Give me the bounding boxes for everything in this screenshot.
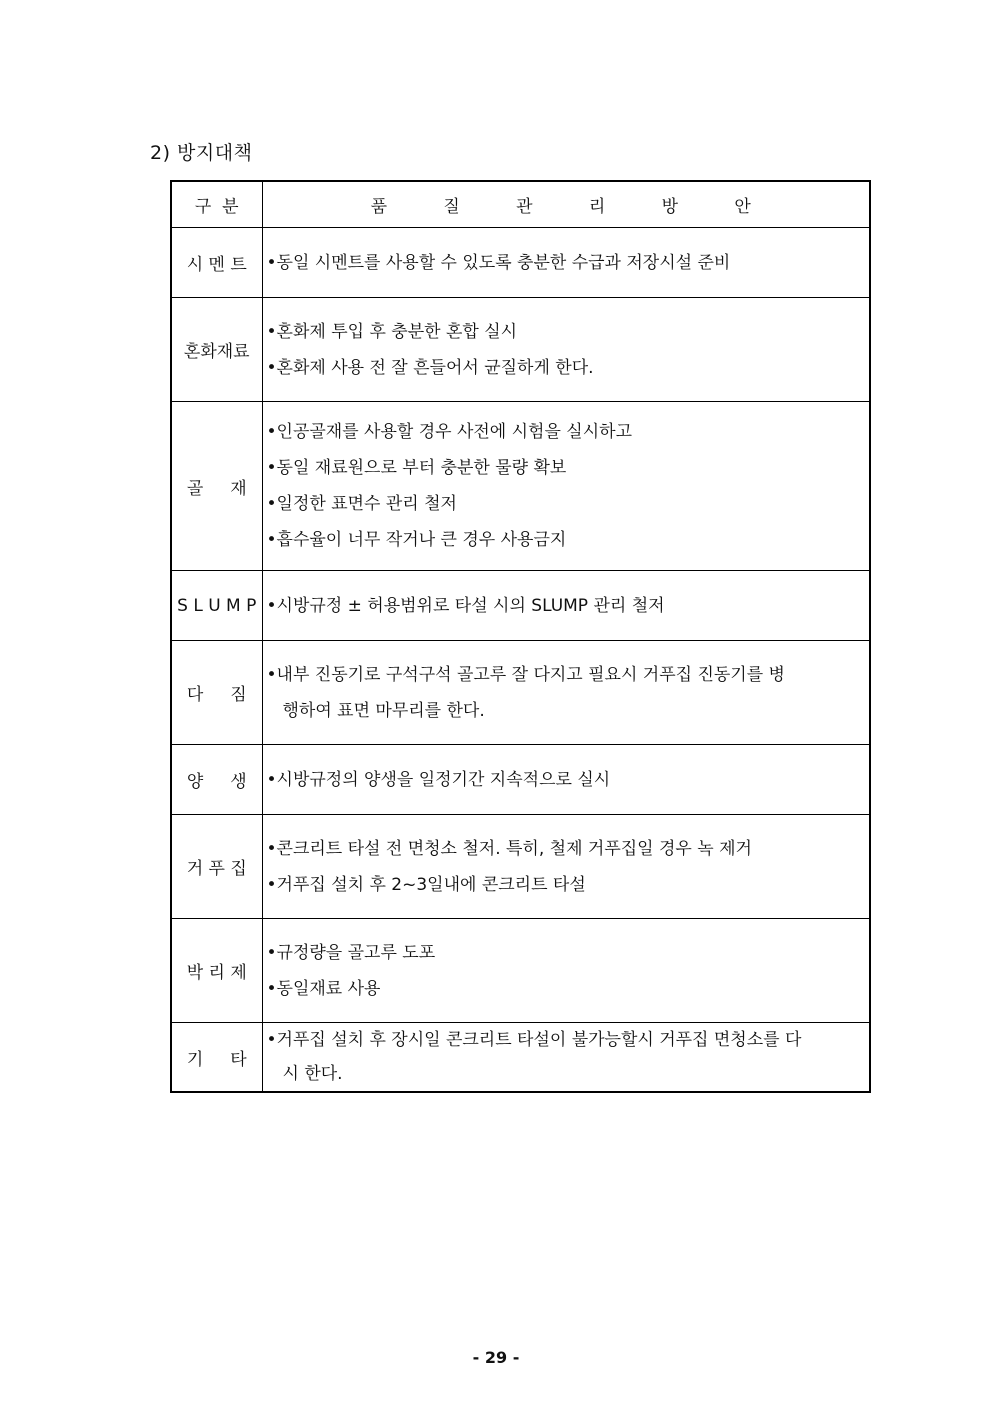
list-item: •동일 재료원으로 부터 충분한 물량 확보: [266, 458, 567, 478]
category-label: 골 재: [186, 478, 247, 499]
header-char: 안: [734, 197, 751, 217]
header-category: [171, 181, 262, 228]
table-row: [171, 228, 870, 298]
list-item: •혼화제 투입 후 충분한 혼합 실시: [266, 321, 518, 342]
category-label: 양 생: [186, 772, 247, 792]
row-category: [171, 745, 262, 815]
table-row: [171, 1023, 870, 1093]
list-item: •콘크리트 타설 전 면청소 철저. 특히, 철제 거푸집일 경우 녹 제거: [266, 838, 752, 859]
category-label: S L U M P: [177, 595, 257, 616]
row-content: [262, 571, 870, 641]
category-label: 기 타: [186, 1049, 247, 1070]
list-item: •혼화제 사용 전 잘 흔들어서 균질하게 한다.: [266, 357, 594, 378]
list-item: •흡수율이 너무 작거나 큰 경우 사용금지: [266, 530, 567, 550]
list-item: •규정량을 골고루 도포: [266, 942, 436, 963]
table-row: [171, 402, 870, 571]
list-item: •거푸집 설치 후 2~3일내에 콘크리트 타설: [266, 874, 586, 895]
header-char: 품: [370, 197, 388, 217]
table-row: [171, 919, 870, 1023]
list-item: •시방규정 ± 허용범위로 타설 시의 SLUMP 관리 철저: [266, 595, 665, 616]
item-text: •내부 진동기로 구석구석 골고루 잘 다지고 필요시 거푸집 진동기를 병: [266, 664, 785, 685]
row-content: [262, 641, 870, 745]
header-char: 리: [588, 197, 606, 217]
row-category: [171, 571, 262, 641]
header-content-label: [263, 192, 870, 217]
table-header-row: [171, 181, 870, 228]
item-text-continuation: 시 한다.: [282, 1064, 343, 1084]
category-label: 박 리 제: [186, 963, 247, 983]
list-item: •인공골재를 사용할 경우 사전에 시험을 실시하고: [266, 422, 632, 442]
row-content: [262, 1023, 870, 1093]
row-content: [262, 919, 870, 1023]
row-content: [262, 298, 870, 402]
table-row: [171, 571, 870, 641]
header-char: 관: [516, 197, 533, 217]
list-item: •동일재료 사용: [266, 978, 381, 999]
quality-control-table: [170, 180, 871, 1093]
header-content: [262, 181, 870, 228]
row-category: [171, 919, 262, 1023]
row-category: [171, 1023, 262, 1093]
category-label: 거 푸 집: [186, 859, 247, 879]
header-char: 방: [661, 197, 679, 217]
list-item: •일정한 표면수 관리 철저: [266, 494, 457, 514]
row-content: [262, 745, 870, 815]
row-category: [171, 228, 262, 298]
section-heading: 2) 방지대책: [150, 142, 253, 164]
item-text-continuation: 행하여 표면 마무리를 한다.: [282, 700, 485, 721]
list-item: [267, 657, 864, 729]
row-category: [171, 815, 262, 919]
category-label: 혼화재료: [183, 342, 250, 362]
header-category-label: 구 분: [194, 197, 239, 217]
table-row: [171, 745, 870, 815]
row-category: [171, 298, 262, 402]
table-row: [171, 815, 870, 919]
item-text: •거푸집 설치 후 장시일 콘크리트 타설이 불가능할시 거푸집 면청소를 다: [266, 1030, 802, 1050]
list-item: •시방규정의 양생을 일정기간 지속적으로 실시: [266, 769, 611, 790]
list-item: •동일 시멘트를 사용할 수 있도록 충분한 수급과 저장시설 준비: [266, 252, 731, 273]
row-content: [262, 402, 870, 571]
category-label: 다 짐: [186, 685, 247, 705]
header-char: 질: [443, 197, 460, 217]
table-row: [171, 641, 870, 745]
row-category: [171, 402, 262, 571]
row-content: [262, 228, 870, 298]
row-category: [171, 641, 262, 745]
table-row: [171, 298, 870, 402]
category-label: 시 멘 트: [186, 255, 247, 275]
row-content: [262, 815, 870, 919]
page-number: - 29 -: [472, 1348, 520, 1367]
list-item: [267, 1023, 864, 1091]
